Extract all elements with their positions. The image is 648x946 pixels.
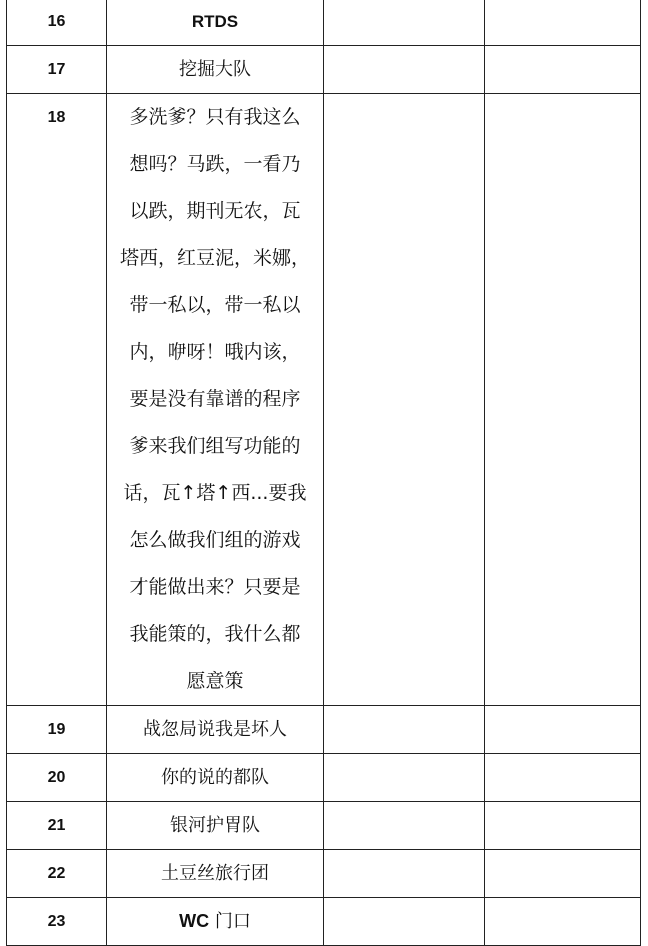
team-name-latin: WC [179, 911, 210, 931]
empty-cell [485, 0, 641, 46]
row-number: 21 [7, 802, 107, 850]
team-name-line: 爹来我们组写功能的 [129, 435, 301, 457]
team-name-line: 带一私以，带一私以 [129, 294, 301, 316]
team-name-rest: 门口 [209, 911, 251, 932]
team-name [107, 898, 324, 946]
row-number: 19 [7, 706, 107, 754]
table-row [7, 46, 641, 94]
row-number: 20 [7, 754, 107, 802]
empty-cell [485, 754, 641, 802]
empty-cell [324, 46, 485, 94]
empty-cell [324, 94, 485, 706]
empty-cell [485, 898, 641, 946]
team-name: 挖掘大队 [107, 46, 324, 94]
empty-cell [324, 754, 485, 802]
empty-cell [485, 850, 641, 898]
team-name-line: 要是没有靠谱的程序 [129, 388, 301, 410]
team-name-line: 怎么做我们组的游戏 [129, 529, 301, 551]
row-number: 23 [7, 898, 107, 946]
team-name: 战忽局说我是坏人 [107, 706, 324, 754]
table-row [7, 898, 641, 946]
team-name: 银河护胃队 [107, 802, 324, 850]
empty-cell [485, 706, 641, 754]
team-name-line: 多洗爹？只有我这么 [129, 106, 301, 128]
empty-cell [324, 0, 485, 46]
table-row [7, 802, 641, 850]
row-number: 16 [7, 0, 107, 46]
team-name: 你的说的都队 [107, 754, 324, 802]
empty-cell [485, 46, 641, 94]
table-row [7, 0, 641, 46]
team-name-line: 话，瓦↑塔↑西...要我 [123, 482, 307, 504]
row-number: 17 [7, 46, 107, 94]
team-name-line: 塔西，红豆泥，米娜， [119, 247, 310, 269]
empty-cell [485, 802, 641, 850]
team-name-line: 我能策的，我什么都 [129, 623, 301, 645]
team-name-line: 才能做出来？只要是 [129, 576, 301, 598]
empty-cell [324, 706, 485, 754]
row-number: 22 [7, 850, 107, 898]
table-row [7, 850, 641, 898]
empty-cell [324, 898, 485, 946]
empty-cell [324, 802, 485, 850]
team-name: 土豆丝旅行团 [107, 850, 324, 898]
team-name-line: 以跌，期刊无农，瓦 [129, 200, 301, 222]
team-table [6, 0, 641, 946]
empty-cell [324, 850, 485, 898]
team-name-line: 愿意策 [186, 670, 244, 692]
table-row [7, 706, 641, 754]
table-row [7, 94, 641, 706]
team-name: RTDS [107, 0, 324, 46]
row-number: 18 [7, 94, 107, 706]
team-name-line: 内，咿呀！哦内该， [129, 341, 301, 363]
table-row [7, 754, 641, 802]
team-name-line: 想吗？马跌，一看乃 [129, 153, 301, 175]
empty-cell [485, 94, 641, 706]
team-name-multiline [107, 94, 324, 706]
